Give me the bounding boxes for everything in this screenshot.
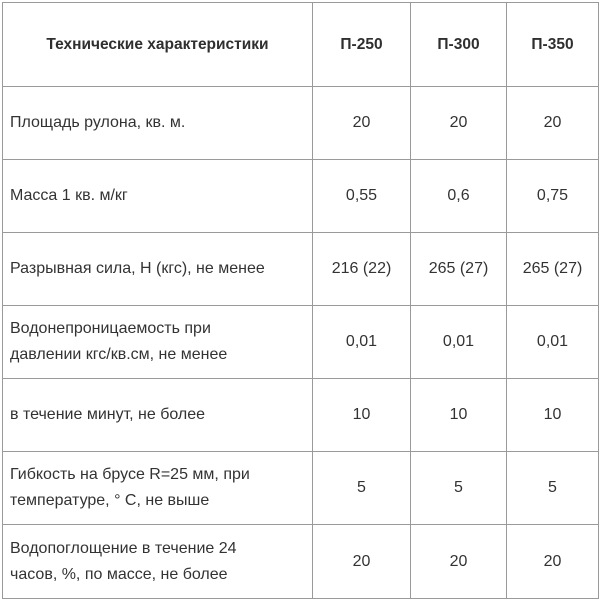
specifications-table bbox=[2, 2, 599, 599]
cell-value: 0,6 bbox=[411, 160, 507, 233]
cell-value: 20 bbox=[507, 87, 599, 160]
header-p300: П-300 bbox=[411, 3, 507, 87]
cell-value: 0,55 bbox=[313, 160, 411, 233]
cell-value: 5 bbox=[507, 452, 599, 525]
table-header-row bbox=[3, 3, 599, 87]
cell-value: 5 bbox=[411, 452, 507, 525]
cell-value: 20 bbox=[411, 87, 507, 160]
row-label-roll-area: Площадь рулона, кв. м. bbox=[3, 87, 313, 160]
table-row bbox=[3, 452, 599, 525]
table-row bbox=[3, 233, 599, 306]
table-row bbox=[3, 525, 599, 599]
row-label-water-absorption: Водопоглощение в течение 24 часов, %, по массе, не более bbox=[3, 525, 313, 599]
header-p250: П-250 bbox=[313, 3, 411, 87]
cell-value: 10 bbox=[411, 379, 507, 452]
header-characteristics: Технические характеристики bbox=[3, 3, 313, 87]
cell-value: 20 bbox=[313, 525, 411, 599]
cell-value: 5 bbox=[313, 452, 411, 525]
cell-value: 0,75 bbox=[507, 160, 599, 233]
cell-value: 0,01 bbox=[411, 306, 507, 379]
cell-value: 265 (27) bbox=[507, 233, 599, 306]
cell-value: 0,01 bbox=[313, 306, 411, 379]
cell-value: 10 bbox=[507, 379, 599, 452]
header-p350: П-350 bbox=[507, 3, 599, 87]
row-label-mass: Масса 1 кв. м/кг bbox=[3, 160, 313, 233]
cell-value: 20 bbox=[411, 525, 507, 599]
cell-value: 0,01 bbox=[507, 306, 599, 379]
row-label-tensile-strength: Разрывная сила, Н (кгс), не менее bbox=[3, 233, 313, 306]
row-label-flexibility: Гибкость на брусе R=25 мм, при температуре, ° С, не выше bbox=[3, 452, 313, 525]
row-label-duration: в течение минут, не более bbox=[3, 379, 313, 452]
row-label-waterproofness: Водонепроницаемость при давлении кгс/кв.см, не менее bbox=[3, 306, 313, 379]
table-row bbox=[3, 87, 599, 160]
table-row bbox=[3, 160, 599, 233]
cell-value: 265 (27) bbox=[411, 233, 507, 306]
table-row bbox=[3, 379, 599, 452]
cell-value: 216 (22) bbox=[313, 233, 411, 306]
cell-value: 20 bbox=[313, 87, 411, 160]
cell-value: 20 bbox=[507, 525, 599, 599]
cell-value: 10 bbox=[313, 379, 411, 452]
table-row bbox=[3, 306, 599, 379]
